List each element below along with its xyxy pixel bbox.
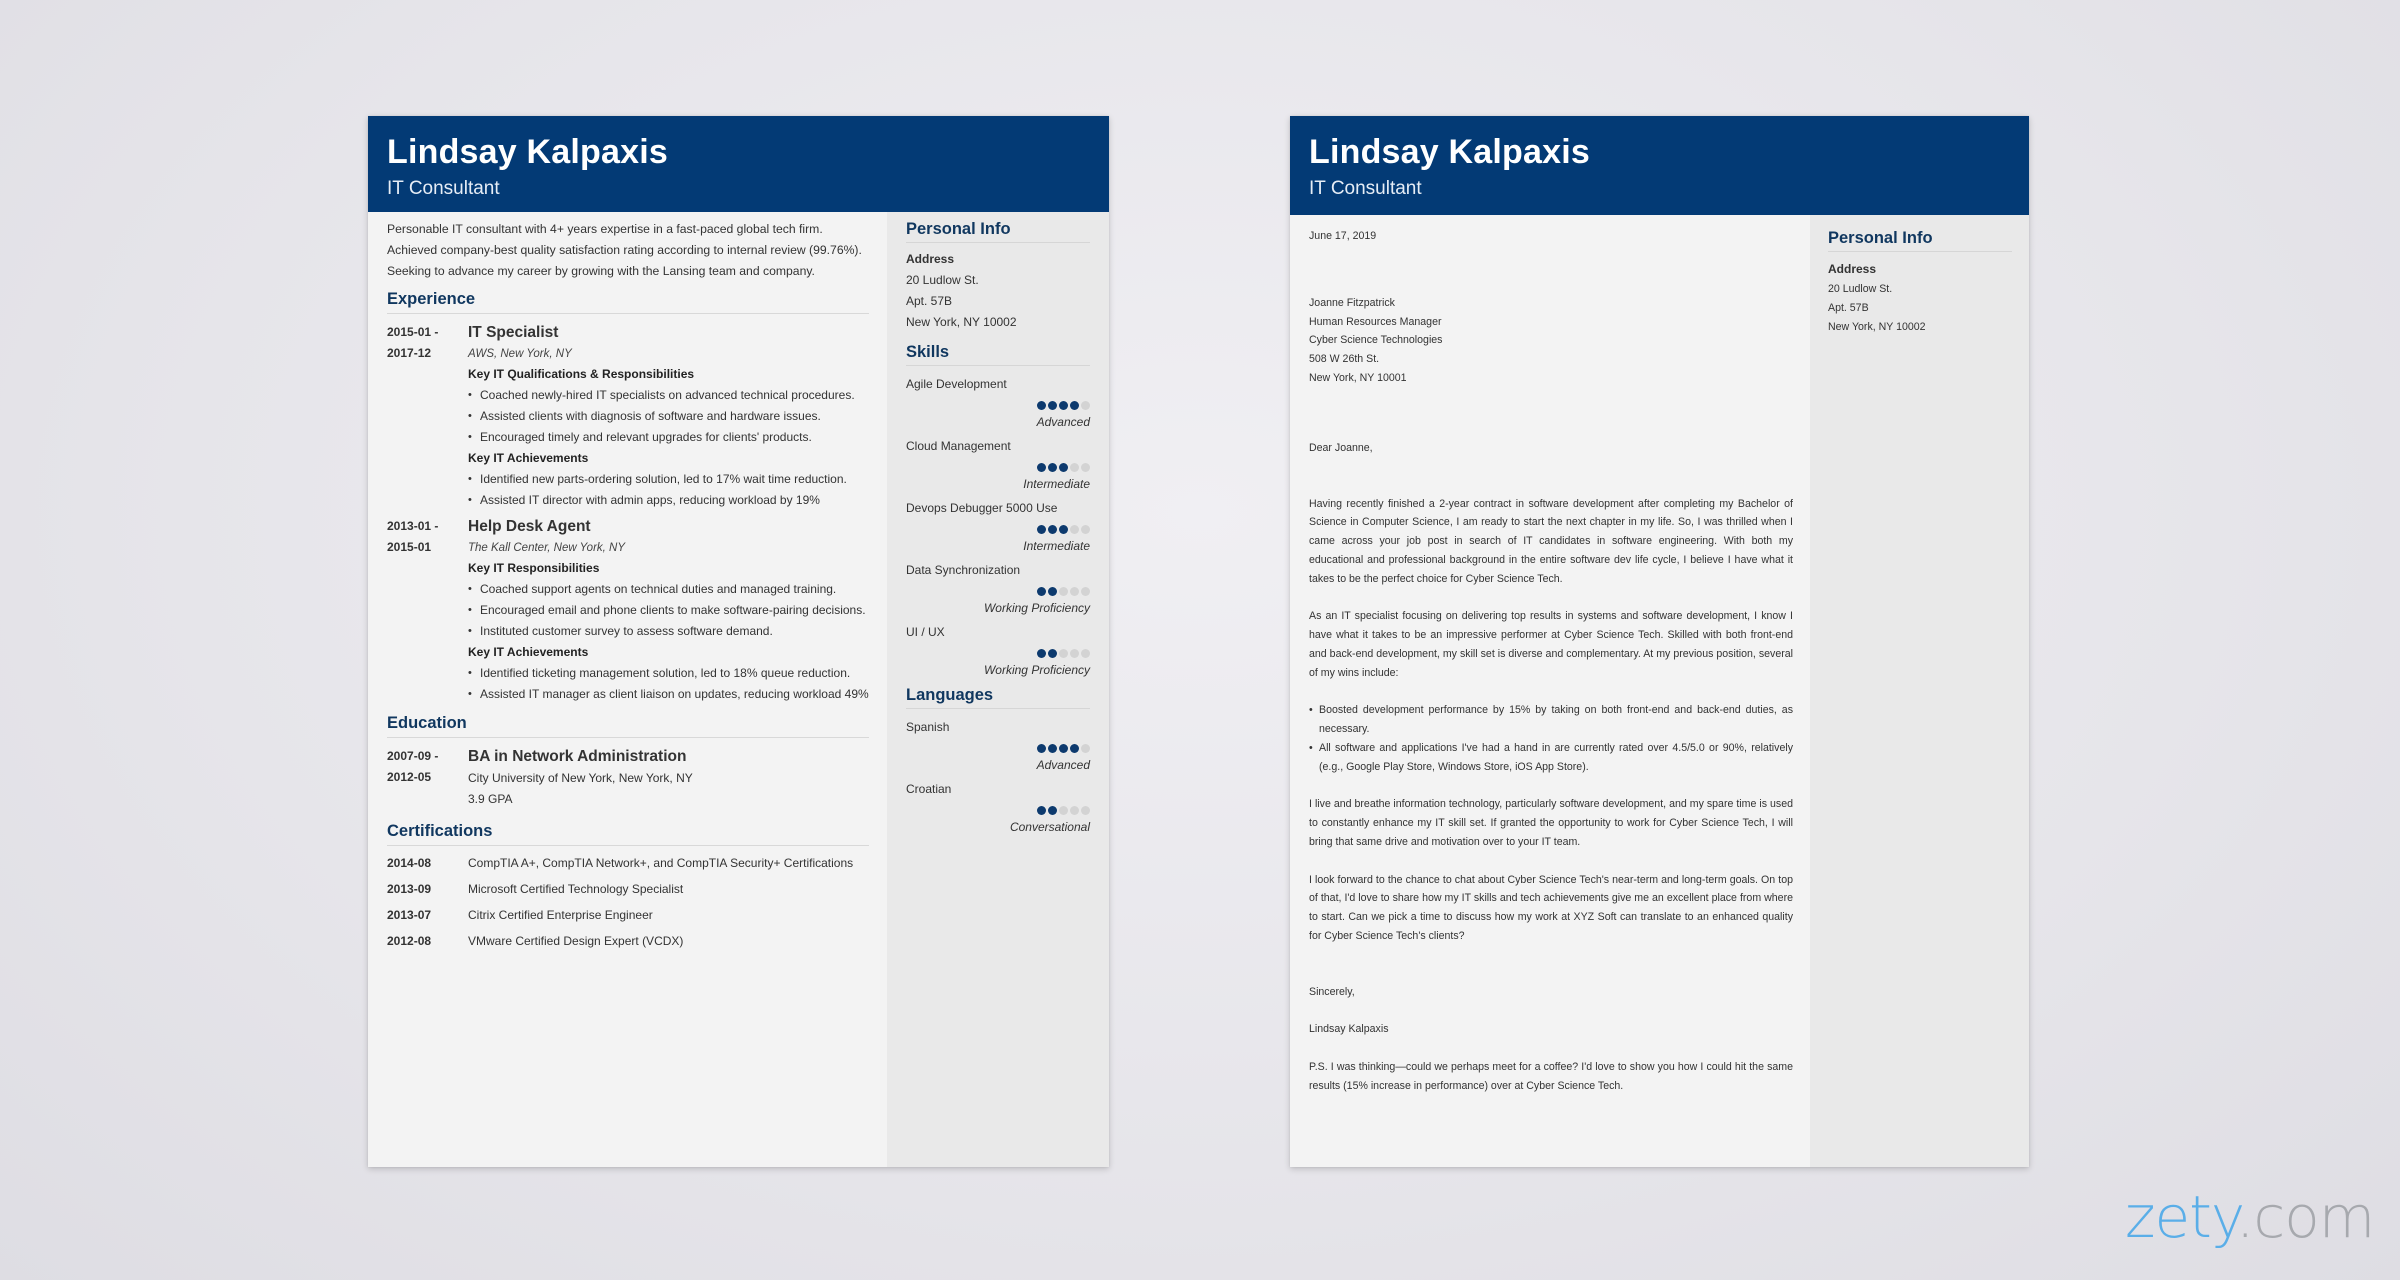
rating-dots [906,646,1090,660]
skill-name: Devops Debugger 5000 Use [906,501,1058,515]
skill [906,374,1090,432]
letter-paragraph: As an IT specialist focusing on delivering top results in systems and software development, I know I have what it takes to be an impressive performer at Cyber Science Tech. Skilled with both front-end and back-end development, my skill set is diverse and complementary. At my previous position, several of my wins include: [1309,610,1793,679]
responsibilities-list [468,579,869,642]
empty-dot-icon [1070,525,1079,534]
language-name: Spanish [906,720,950,734]
bullet-item: • Instituted customer survey to assess software demand. [468,621,869,642]
empty-dot-icon [1059,649,1068,658]
rating-dots [906,460,1090,474]
bullet-item: • Assisted clients with diagnosis of software and hardware issues. [468,406,869,427]
language-level: Conversational [1009,820,1090,834]
language-level: Advanced [1036,758,1090,772]
bullet-item: • Encouraged timely and relevant upgrades for clients' products. [468,427,869,448]
achievements-list [468,469,869,511]
filled-dot-icon [1059,744,1068,753]
empty-dot-icon [1081,587,1090,596]
letter-paragraph: I look forward to the chance to chat about Cyber Science Tech's near-term and long-term goals. On top of that, I'd love to share how my IT skills and tech achievements give me an excellent place from where to start. Can we pick a time to discuss how my work at XYZ Soft can translate to an enhanced quality for Cyber Science Tech's clients? [1309,873,1793,942]
postscript: P.S. I was thinking—could we perhaps meet for a coffee? I'd love to show you how I could hit the same results (15% increase in performance) over at Cyber Science Tech. [1309,1060,1793,1092]
subheading: Key IT Achievements [468,451,589,466]
job-title: Help Desk Agent [468,518,591,536]
recipient-line: 508 W 26th St. [1309,353,1380,366]
skill [906,498,1090,556]
filled-dot-icon [1048,401,1057,410]
subheading: Key IT Qualifications & Responsibilities [468,367,695,382]
degree: BA in Network Administration [468,748,687,766]
achievements-list [468,663,869,705]
rating-dots [906,584,1090,598]
rating-dots [906,803,1090,817]
filled-dot-icon [1037,649,1046,658]
resume-main [387,219,869,957]
filled-dot-icon [1037,744,1046,753]
closing: Sincerely, [1309,985,1355,998]
company: The Kall Center, New York, NY [468,542,626,555]
cert-date: 2013-09 [387,882,432,897]
subheading: Key IT Achievements [468,645,589,660]
filled-dot-icon [1048,744,1057,753]
filled-dot-icon [1059,463,1068,472]
recipient-line: New York, NY 10001 [1309,371,1407,384]
filled-dot-icon [1059,401,1068,410]
skill [906,436,1090,494]
recipient-line: Joanne Fitzpatrick [1309,296,1395,309]
experience-list [387,322,869,705]
address-line: Apt. 57B [1828,302,1869,314]
education-entry [387,746,869,810]
filled-dot-icon [1037,587,1046,596]
responsibilities-list [468,385,869,448]
cert-date: 2014-08 [387,856,432,871]
bullet-item: • Coached newly-hired IT specialists on advanced technical procedures. [468,385,869,406]
profile-summary: Personable IT consultant with 4+ years expertise in a fast-paced global tech firm. Achieved company-best quality satisfaction rating according to internal review (99.76%). Seeking to advance my career by growing with the Lansing team and company. [387,222,862,278]
recipient-block [1309,294,1793,388]
personal-info-heading: Personal Info [1828,229,2012,252]
job-end-date: 2015-01 [387,539,432,554]
achievement-item: • Boosted development performance by 15% by taking on both front-end and back-end duties, as necessary. [1309,701,1793,739]
cert-name: Citrix Certified Enterprise Engineer [468,908,653,923]
filled-dot-icon [1048,806,1057,815]
filled-dot-icon [1048,463,1057,472]
job-end-date: 2017-12 [387,345,432,360]
filled-dot-icon [1037,463,1046,472]
achievement-item: • All software and applications I've had a hand in are currently rated over 4.5/5.0 or 90%, relatively (e.g., Google Play Store, Windows Store, iOS App Store). [1309,739,1793,777]
salutation: Dear Joanne, [1309,441,1373,454]
bullet-item: • Identified ticketing management solution, led to 18% queue reduction. [468,663,869,684]
skill-level: Working Proficiency [983,663,1090,677]
certifications-list [387,853,869,952]
bullet-item: • Identified new parts-ordering solution, led to 17% wait time reduction. [468,469,869,490]
filled-dot-icon [1059,525,1068,534]
certification-row [387,931,869,952]
letter-date: June 17, 2019 [1309,230,1377,242]
skill-name: Data Synchronization [906,563,1021,577]
bullet-item: • Encouraged email and phone clients to make software-pairing decisions. [468,600,869,621]
address-label: Address [906,252,955,266]
education-end: 2012-05 [387,769,432,784]
subheading: Key IT Responsibilities [468,561,600,576]
languages-heading: Languages [906,686,1090,709]
education-heading: Education [387,714,869,738]
cert-date: 2013-07 [387,908,432,923]
recipient-line: Human Resources Manager [1309,315,1442,328]
candidate-name: Lindsay Kalpaxis [387,133,668,171]
cover-letter-page [1290,116,2029,1167]
cert-name: Microsoft Certified Technology Specialist [468,882,684,897]
skill-name: UI / UX [906,625,945,639]
empty-dot-icon [1070,806,1079,815]
experience-heading: Experience [387,290,869,314]
resume-page [368,116,1109,1167]
company: AWS, New York, NY [468,348,572,361]
candidate-title: IT Consultant [387,178,500,199]
language [906,717,1090,775]
bullet-item: • Coached support agents on technical duties and managed training. [468,579,869,600]
address-line: 20 Ludlow St. [1828,283,1893,295]
address-line: New York, NY 10002 [1828,321,1926,333]
job-title: IT Specialist [468,324,559,342]
personal-info-heading: Personal Info [906,220,1090,243]
address-line: 20 Ludlow St. [906,273,979,287]
languages-list [906,717,1090,837]
empty-dot-icon [1081,463,1090,472]
cert-name: VMware Certified Design Expert (VCDX) [468,934,684,949]
rating-dots [906,741,1090,755]
skill-level: Intermediate [1023,477,1090,491]
resume-header [368,116,1109,212]
address-label: Address [1828,262,1877,276]
bullet-item: • Assisted IT director with admin apps, reducing workload by 19% [468,490,869,511]
address-line: Apt. 57B [906,294,953,308]
empty-dot-icon [1081,525,1090,534]
filled-dot-icon [1037,806,1046,815]
achievements-list [1309,701,1793,776]
empty-dot-icon [1059,806,1068,815]
address-line: New York, NY 10002 [906,315,1017,329]
rating-dots [906,522,1090,536]
filled-dot-icon [1070,744,1079,753]
sender-title: IT Consultant [1309,178,1422,199]
certification-row [387,879,869,900]
empty-dot-icon [1081,806,1090,815]
cert-name: CompTIA A+, CompTIA Network+, and CompTIA Security+ Certifications [468,856,854,871]
rating-dots [906,398,1090,412]
letter-paragraph: I live and breathe information technology, particularly software development, and my spare time is used to constantly enhance my IT skill set. If granted the opportunity to work for Cyber Science Tech, I will bring that same drive and motivation over to your IT team. [1309,798,1793,848]
signature: Lindsay Kalpaxis [1309,1023,1389,1036]
skills-list [906,374,1090,680]
filled-dot-icon [1070,401,1079,410]
filled-dot-icon [1048,649,1057,658]
cert-date: 2012-08 [387,934,432,949]
letter-body [1309,227,1793,1114]
skill [906,560,1090,618]
empty-dot-icon [1081,401,1090,410]
language-name: Croatian [906,782,952,796]
skill [906,622,1090,680]
letter-paragraph: Having recently finished a 2-year contract in software development after completing my Bachelor of Science in Computer Science, I am ready to start the next chapter in my life. So, I was thrilled when I came across your job post in search of IT candidates in software engineering. With both my educational and professional background in the entire software dev life cycle, I believe I have what it takes to be the perfect choice for Cyber Science Tech. [1309,497,1793,585]
zety-logo: zety.com [2125,1183,2375,1251]
sender-name: Lindsay Kalpaxis [1309,133,1590,171]
filled-dot-icon [1048,587,1057,596]
experience-entry [387,516,869,705]
empty-dot-icon [1070,649,1079,658]
certification-row [387,905,869,926]
skill-level: Advanced [1036,415,1090,429]
letter-header [1290,116,2029,215]
skill-level: Working Proficiency [983,601,1090,615]
filled-dot-icon [1037,401,1046,410]
certification-row [387,853,869,874]
empty-dot-icon [1070,587,1079,596]
letter-sidebar [1810,116,2029,1167]
certifications-heading: Certifications [387,822,869,846]
job-start-date: 2015-01 - [387,325,439,340]
empty-dot-icon [1081,649,1090,658]
job-start-date: 2013-01 - [387,519,439,534]
gpa: 3.9 GPA [468,792,513,807]
resume-sidebar [887,116,1109,1167]
language [906,779,1090,837]
school: City University of New York, New York, NY [468,771,693,786]
education-start: 2007-09 - [387,749,439,764]
empty-dot-icon [1081,744,1090,753]
skill-name: Cloud Management [906,439,1011,453]
skills-heading: Skills [906,343,1090,366]
recipient-line: Cyber Science Technologies [1309,334,1443,347]
skill-name: Agile Development [906,377,1007,391]
experience-entry [387,322,869,511]
empty-dot-icon [1070,463,1079,472]
bullet-item: • Assisted IT manager as client liaison on updates, reducing workload 49% [468,684,869,705]
empty-dot-icon [1059,587,1068,596]
skill-level: Intermediate [1023,539,1090,553]
filled-dot-icon [1048,525,1057,534]
filled-dot-icon [1037,525,1046,534]
